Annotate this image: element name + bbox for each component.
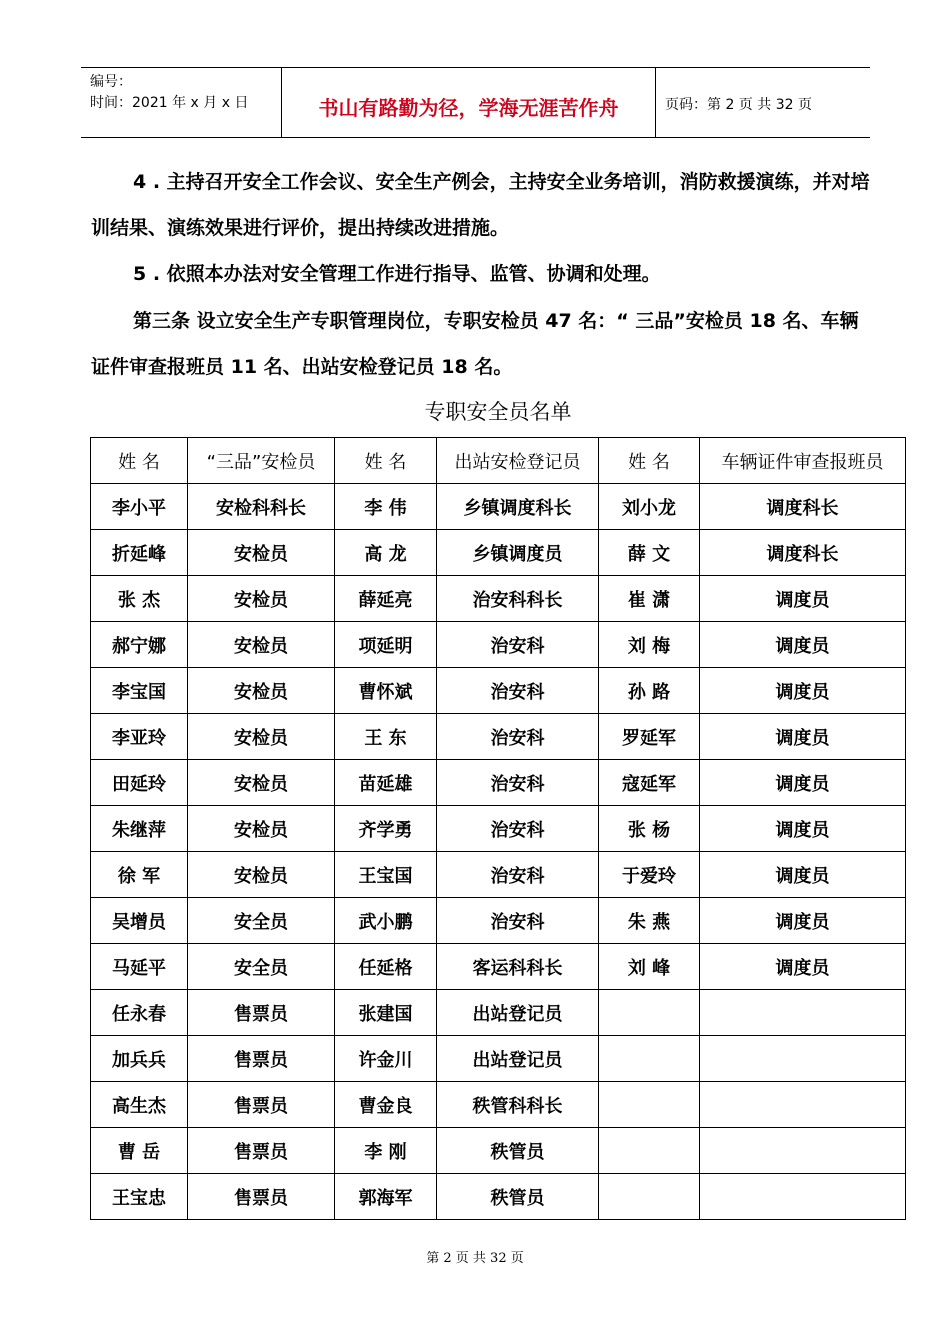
table-cell-name: 张 杨 <box>599 806 700 852</box>
table-header-row <box>91 438 906 484</box>
table-cell-role: 安全员 <box>188 944 335 990</box>
table-title: 专职安全员名单 <box>424 400 572 424</box>
table-cell-role: 乡镇调度科长 <box>437 484 599 530</box>
table-cell-name: 曹 岳 <box>91 1128 188 1174</box>
table-cell-role: 调度员 <box>700 714 906 760</box>
table-cell-name: 薛 文 <box>599 530 700 576</box>
table-cell-name: 齐学勇 <box>335 806 437 852</box>
table-cell-role: 安检员 <box>188 714 335 760</box>
table-cell-role: 安检员 <box>188 852 335 898</box>
table-cell-name: 高 龙 <box>335 530 437 576</box>
header-divider-left <box>281 68 282 137</box>
table-cell-role: 售票员 <box>188 1036 335 1082</box>
table-cell-role: 售票员 <box>188 1082 335 1128</box>
table-cell-role: 调度科长 <box>700 484 906 530</box>
table-cell-role: 治安科 <box>437 622 599 668</box>
table-cell-role: 安检科科长 <box>188 484 335 530</box>
header-page-info: 页码：第 2 页 共 32 页 <box>665 97 812 113</box>
table-cell-name: 郭海军 <box>335 1174 437 1220</box>
paragraph-item-5: 5 . 依照本办法对安全管理工作进行指导、监管、协调和处理。 <box>133 263 661 285</box>
table-cell-name: 曹金良 <box>335 1082 437 1128</box>
table-cell-role: 调度员 <box>700 852 906 898</box>
table-cell-name: 田延玲 <box>91 760 188 806</box>
table-cell-name <box>599 1128 700 1174</box>
table-cell-role: 调度员 <box>700 668 906 714</box>
table-row <box>91 944 906 990</box>
table-row <box>91 530 906 576</box>
table-cell-name: 郝宁娜 <box>91 622 188 668</box>
table-cell-name: 王宝国 <box>335 852 437 898</box>
header-divider-right <box>655 68 656 137</box>
table-row <box>91 1174 906 1220</box>
table-cell-name: 朱继萍 <box>91 806 188 852</box>
table-cell-name: 李亚玲 <box>91 714 188 760</box>
table-row <box>91 622 906 668</box>
table-row <box>91 806 906 852</box>
table-cell-name: 刘 梅 <box>599 622 700 668</box>
table-cell-role: 调度员 <box>700 898 906 944</box>
table-row <box>91 484 906 530</box>
table-cell-role: 治安科 <box>437 760 599 806</box>
table-cell-name <box>599 1082 700 1128</box>
table-row <box>91 852 906 898</box>
table-row <box>91 898 906 944</box>
table-cell-name: 于爱玲 <box>599 852 700 898</box>
header-motto: 书山有路勤为径，学海无涯苦作舟 <box>318 96 619 120</box>
paragraph-article-3: 第三条 设立安全生产专职管理岗位，专职安检员 47 名：“ 三品”安检员 18 名、车辆证件审查报班员 11 名、出站安检登记员 18 名。 <box>91 310 859 378</box>
table-cell-role: 治安科 <box>437 714 599 760</box>
table-cell-name: 刘小龙 <box>599 484 700 530</box>
table-cell-name: 李 刚 <box>335 1128 437 1174</box>
table-cell-name: 任延格 <box>335 944 437 990</box>
table-cell-name: 李宝国 <box>91 668 188 714</box>
table-row <box>91 576 906 622</box>
paragraph-item-4: 4 . 主持召开安全工作会议、安全生产例会，主持安全业务培训，消防救援演练，并对培训结果、演练效果进行评价，提出持续改进措施。 <box>91 171 870 239</box>
table-cell-name: 薛延亮 <box>335 576 437 622</box>
table-cell-role: 安检员 <box>188 760 335 806</box>
table-header-cell: “三品”安检员 <box>188 438 335 484</box>
table-cell-role: 治安科 <box>437 898 599 944</box>
table-cell-role: 调度员 <box>700 806 906 852</box>
table-cell-role: 安检员 <box>188 576 335 622</box>
table-cell-role: 售票员 <box>188 990 335 1036</box>
table-header-cell: 出站安检登记员 <box>437 438 599 484</box>
table-cell-name <box>599 1036 700 1082</box>
table-cell-name: 李小平 <box>91 484 188 530</box>
table-cell-name: 任永春 <box>91 990 188 1036</box>
table-cell-role: 调度员 <box>700 760 906 806</box>
table-row <box>91 714 906 760</box>
table-cell-role: 乡镇调度员 <box>437 530 599 576</box>
table-cell-name <box>599 1174 700 1220</box>
table-cell-role <box>700 1128 906 1174</box>
table-cell-name: 孙 路 <box>599 668 700 714</box>
table-cell-name: 许金川 <box>335 1036 437 1082</box>
table-cell-name: 徐 军 <box>91 852 188 898</box>
table-cell-role <box>700 1174 906 1220</box>
table-cell-name: 苗延雄 <box>335 760 437 806</box>
table-row <box>91 1082 906 1128</box>
table-cell-role: 售票员 <box>188 1174 335 1220</box>
table-cell-role: 安检员 <box>188 530 335 576</box>
table-header-cell: 姓 名 <box>335 438 437 484</box>
table-cell-role: 治安科科长 <box>437 576 599 622</box>
table-cell-role: 调度员 <box>700 576 906 622</box>
table-header-cell: 姓 名 <box>599 438 700 484</box>
table-cell-role: 出站登记员 <box>437 1036 599 1082</box>
safety-staff-table <box>90 437 906 1220</box>
table-cell-role <box>700 1036 906 1082</box>
table-cell-name: 吴增员 <box>91 898 188 944</box>
table-cell-role: 安检员 <box>188 806 335 852</box>
table-cell-name: 张建国 <box>335 990 437 1036</box>
table-header-cell: 姓 名 <box>91 438 188 484</box>
table-row <box>91 760 906 806</box>
table-header-cell: 车辆证件审查报班员 <box>700 438 906 484</box>
table-cell-role: 治安科 <box>437 806 599 852</box>
table-cell-role: 安全员 <box>188 898 335 944</box>
table-cell-role: 安检员 <box>188 622 335 668</box>
table-row <box>91 990 906 1036</box>
table-cell-role: 调度科长 <box>700 530 906 576</box>
table-cell-name: 武小鹏 <box>335 898 437 944</box>
table-cell-name: 李 伟 <box>335 484 437 530</box>
table-cell-name: 崔 潇 <box>599 576 700 622</box>
table-cell-role <box>700 990 906 1036</box>
table-cell-role: 安检员 <box>188 668 335 714</box>
table-cell-role: 秩管员 <box>437 1174 599 1220</box>
document-date: 时间：2021 年 x 月 x 日 <box>90 95 249 111</box>
table-cell-role: 秩管科科长 <box>437 1082 599 1128</box>
table-cell-role <box>700 1082 906 1128</box>
table-cell-role: 售票员 <box>188 1128 335 1174</box>
table-cell-role: 治安科 <box>437 668 599 714</box>
table-cell-name: 曹怀斌 <box>335 668 437 714</box>
table-cell-name: 朱 燕 <box>599 898 700 944</box>
table-cell-name: 张 杰 <box>91 576 188 622</box>
table-cell-name: 王 东 <box>335 714 437 760</box>
table-row <box>91 1128 906 1174</box>
table-cell-role: 出站登记员 <box>437 990 599 1036</box>
table-cell-role: 治安科 <box>437 852 599 898</box>
table-cell-name: 马延平 <box>91 944 188 990</box>
table-row <box>91 1036 906 1082</box>
document-header <box>81 67 870 138</box>
table-cell-role: 调度员 <box>700 622 906 668</box>
table-cell-name <box>599 990 700 1036</box>
table-cell-name: 折延峰 <box>91 530 188 576</box>
page-footer: 第 2 页 共 32 页 <box>426 1251 524 1266</box>
table-row <box>91 668 906 714</box>
header-meta <box>90 72 248 114</box>
table-cell-name: 高生杰 <box>91 1082 188 1128</box>
document-number-label: 编号： <box>90 74 132 90</box>
table-cell-name: 罗延军 <box>599 714 700 760</box>
table-cell-role: 秩管员 <box>437 1128 599 1174</box>
table-cell-name: 刘 峰 <box>599 944 700 990</box>
table-cell-role: 客运科科长 <box>437 944 599 990</box>
table-cell-name: 王宝忠 <box>91 1174 188 1220</box>
table-cell-name: 寇延军 <box>599 760 700 806</box>
table-cell-name: 项延明 <box>335 622 437 668</box>
table-cell-name: 加兵兵 <box>91 1036 188 1082</box>
table-cell-role: 调度员 <box>700 944 906 990</box>
